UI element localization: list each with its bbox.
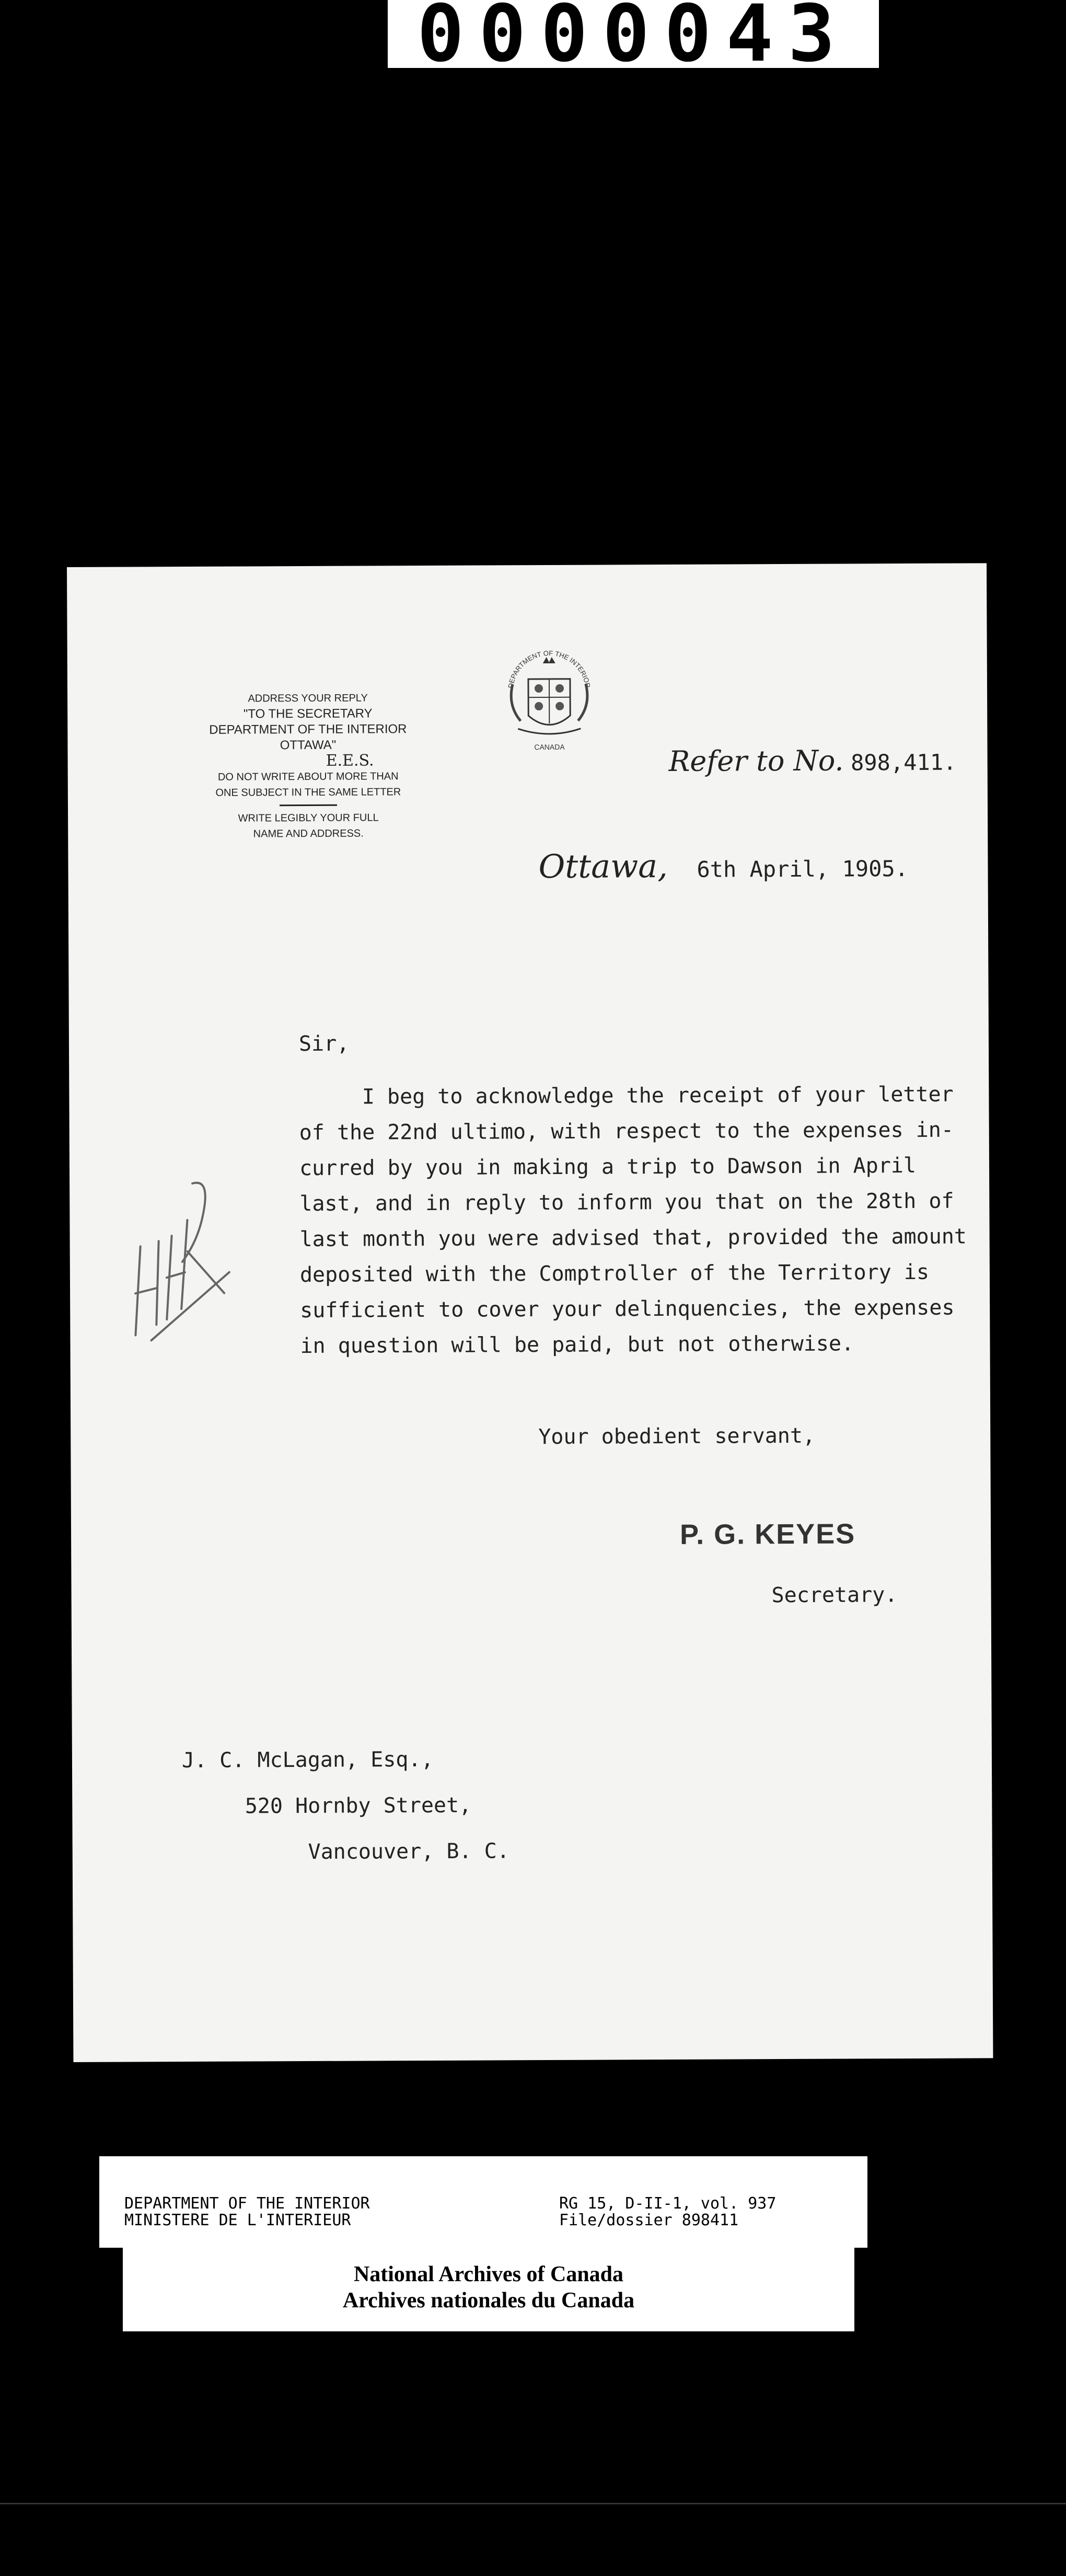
divider xyxy=(280,804,337,806)
recipient-street: 520 Hornby Street, xyxy=(182,1793,472,1819)
clerk-initials: E.E.S. xyxy=(326,751,374,770)
body-line: curred by you in making a trip to Dawson in April xyxy=(299,1153,917,1181)
archive-name-english: National Archives of Canada xyxy=(353,2262,624,2286)
body-line: of the 22nd ultimo, with respect to the expenses in- xyxy=(299,1118,954,1145)
place-name: Ottawa, xyxy=(538,846,668,886)
body-line: last, and in reply to inform you that on the 28th of xyxy=(299,1189,954,1216)
body-line: last month you were advised that, provided the amount xyxy=(299,1224,967,1252)
body-line: deposited with the Comptroller of the Territory is xyxy=(299,1260,930,1287)
bottom-rule xyxy=(0,2503,1066,2504)
body-line: sufficient to cover your delinquencies, the expenses xyxy=(300,1295,955,1323)
date-line xyxy=(538,846,908,886)
reference-label: Refer to No. xyxy=(668,744,844,778)
reply-line-1: ADDRESS YOUR REPLY xyxy=(248,692,368,705)
signatory-title: Secretary. xyxy=(771,1583,898,1608)
marginal-initials-handwriting xyxy=(119,1168,235,1367)
recipient-city: Vancouver, B. C. xyxy=(182,1839,509,1865)
file-number: File/dossier 898411 xyxy=(559,2211,739,2229)
letter-date: 6th April, 1905. xyxy=(697,855,909,882)
reply-line-3: DEPARTMENT OF THE INTERIOR xyxy=(209,722,407,737)
letter-page xyxy=(67,563,993,2062)
body-line: in question will be paid, but not otherwise. xyxy=(300,1331,854,1359)
signature-stamp: P. G. KEYES xyxy=(679,1518,856,1550)
reference-line xyxy=(668,744,956,778)
legibility-line-1: WRITE LEGIBLY YOUR FULL xyxy=(238,812,379,824)
reference-number: 898,411. xyxy=(850,749,957,776)
seal-bottom-text: CANADA xyxy=(534,742,565,752)
body-line: I beg to acknowledge the receipt of your letter xyxy=(299,1082,954,1110)
recipient-name: J. C. McLagan, Esq., xyxy=(181,1747,434,1773)
reply-line-2: "TO THE SECRETARY xyxy=(243,706,373,721)
archive-footer xyxy=(123,2248,854,2331)
archive-label xyxy=(99,2156,867,2248)
dept-english: DEPARTMENT OF THE INTERIOR xyxy=(124,2194,370,2213)
reply-instructions xyxy=(151,690,465,843)
coat-of-arms-icon xyxy=(497,642,602,758)
closing: Your obedient servant, xyxy=(538,1423,816,1450)
dept-french: MINISTERE DE L'INTERIEUR xyxy=(124,2211,351,2229)
recipient-address xyxy=(182,1736,509,1876)
archive-name-french: Archives nationales du Canada xyxy=(342,2288,635,2313)
legibility-line-2: NAME AND ADDRESS. xyxy=(253,827,364,840)
frame-number: 0000043 xyxy=(388,0,879,68)
letter-body xyxy=(299,1023,993,1364)
salutation: Sir, xyxy=(298,1031,350,1056)
seal-top-text: DEPARTMENT OF THE INTERIOR xyxy=(506,649,592,689)
warning-line-1: DO NOT WRITE ABOUT MORE THAN xyxy=(217,770,399,783)
reply-line-4: OTTAWA" xyxy=(280,738,337,753)
warning-line-2: ONE SUBJECT IN THE SAME LETTER xyxy=(215,786,401,799)
record-group: RG 15, D-II-1, vol. 937 xyxy=(559,2194,777,2213)
